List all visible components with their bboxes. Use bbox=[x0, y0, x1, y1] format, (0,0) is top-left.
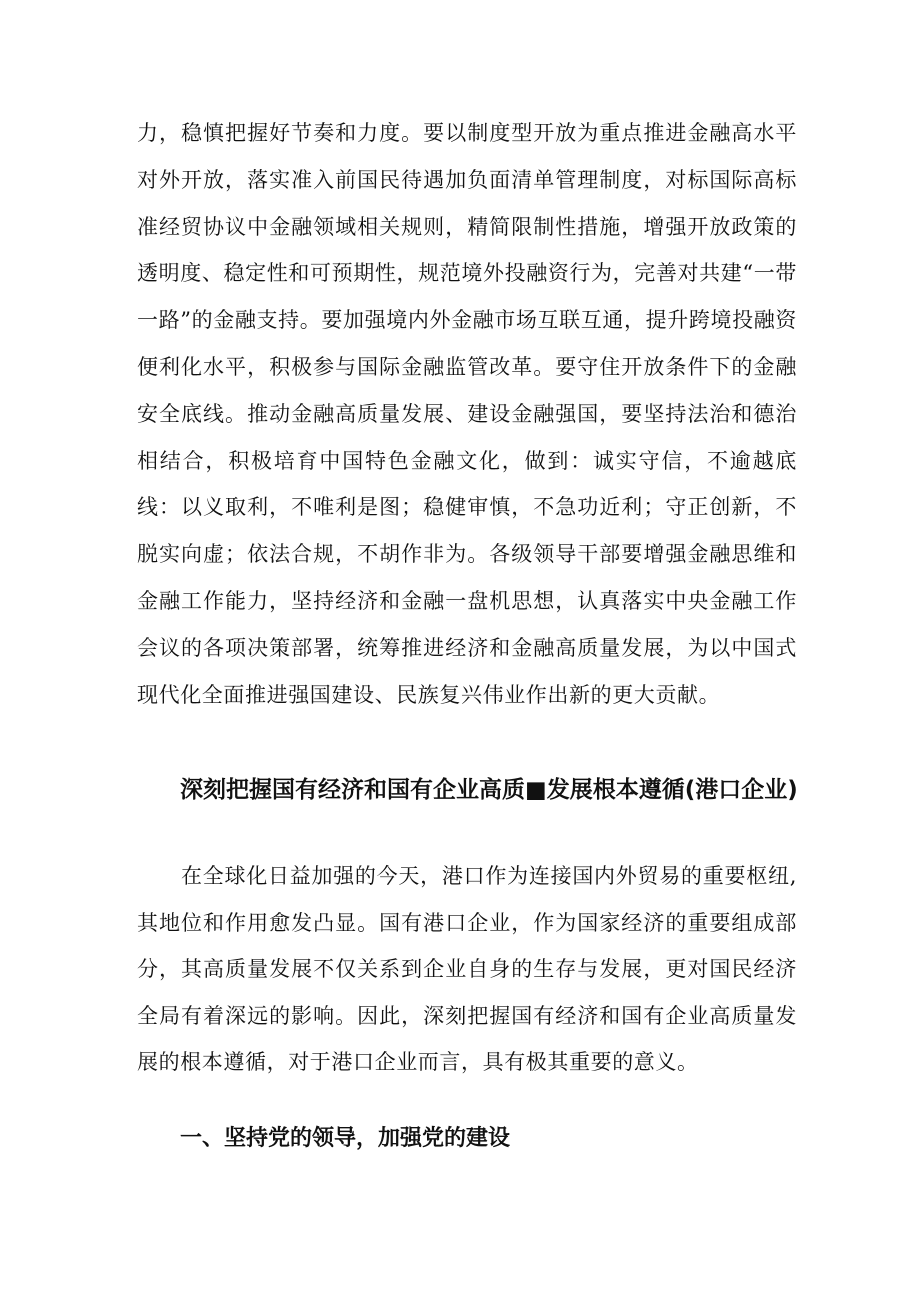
section-heading: 一、坚持党的领导，加强党的建设 bbox=[180, 1126, 511, 1151]
section-title: 深刻把握国有经济和国有企业高质■发展根本遵循(港口企业) bbox=[180, 777, 798, 803]
intro-paragraph: 在全球化日益加强的今天，港口作为连接国内外贸易的重要枢纽,其地位和作用愈发凸显。国有港口企业，作为国家经济的重要组成部分，其高质量发展不仅关系到企业自身的生存与发展，更对国民经济全局有着深远的影响。因此，深刻把握国有经济和国有企业高质量发展的根本遵循，对于港口企业而言，具有极其重要的意义。 bbox=[137, 864, 797, 1074]
continuation-paragraph: 力，稳慎把握好节奏和力度。要以制度型开放为重点推进金融高水平对外开放，落实准入前国民待遇加负面清单管理制度，对标国际高标准经贸协议中金融领域相关规则，精简限制性措施，增强开放政策的透明度、稳定性和可预期性，规范境外投融资行为，完善对共建“一带一路”的金融支持。要加强境内外金融市场互联互通，提升跨境投融资便利化水平，积极参与国际金融监管改革。要守住开放条件下的金融安全底线。推动金融高质量发展、建设金融强国，要坚持法治和德治相结合，积极培育中国特色金融文化，做到：诚实守信，不逾越底线：以义取利，不唯利是图；稳健审慎，不急功近利；守正创新，不脱实向虚；依法合规，不胡作非为。各级领导干部要增强金融思维和金融工作能力，坚持经济和金融一盘机思想，认真落实中央金融工作会议的各项决策部署，统筹推进经济和金融高质量发展，为以中国式现代化全面推进强国建设、民族复兴伟业作出新的更大贡献。 bbox=[137, 121, 797, 707]
